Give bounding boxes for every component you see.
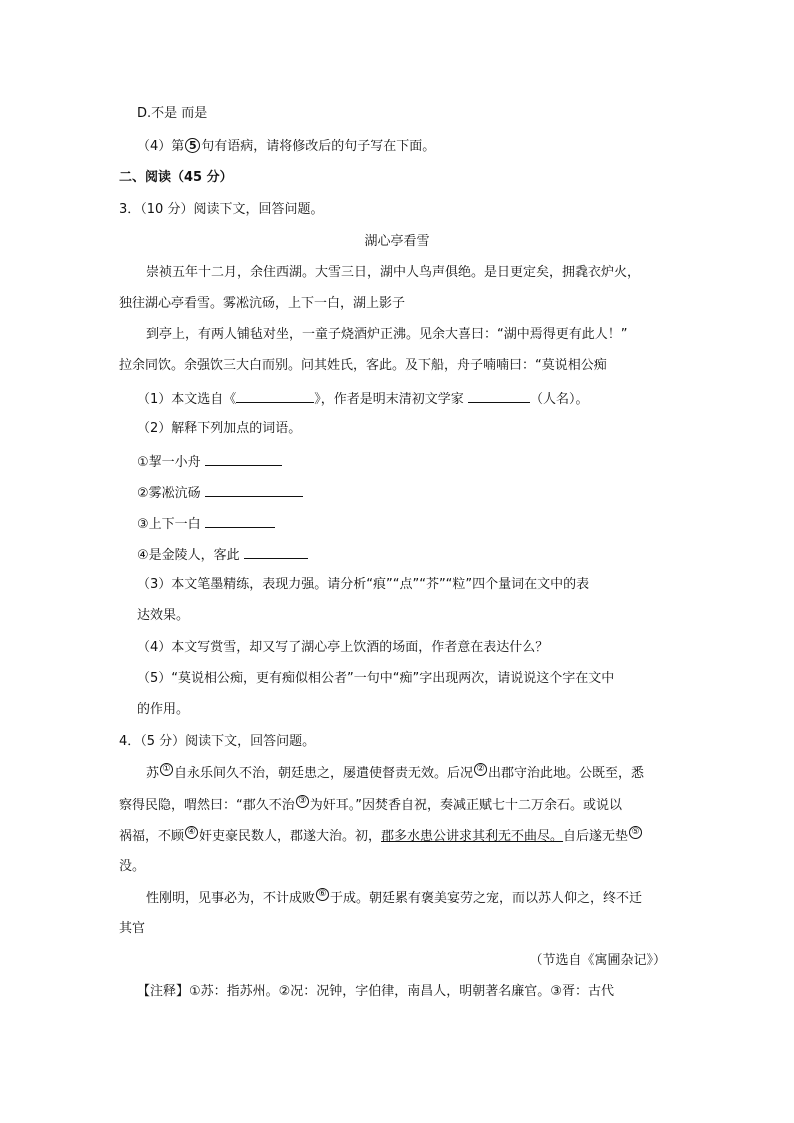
- passage2-line: 其官: [119, 921, 146, 936]
- passage2-line: [119, 795, 622, 816]
- word-text: ①挈一小舟: [137, 455, 201, 470]
- q2-sub4-prefix: （4）第: [137, 139, 185, 154]
- q3-sub3-line2: 达效果。: [137, 608, 190, 623]
- answer-blank-word-4[interactable]: [244, 544, 308, 559]
- text: 奸吏豪民数人，郡遂大治。初，: [199, 829, 382, 844]
- question-3-intro: 3．（10 分）阅读下文，回答问题。: [119, 202, 324, 217]
- word-text: ④是金陵人，客此: [137, 548, 240, 563]
- q3-sub1-text-b: 》，作者是明末清初文学家: [314, 392, 464, 407]
- text: 自永乐间久不治，朝廷患之，屡遣使督责无效。后况: [174, 766, 474, 781]
- passage2-line: [146, 888, 642, 909]
- q3-sub1-text-c: （人名）。: [529, 392, 589, 407]
- annotation-note: 【注释】①苏：指苏州。②况：况钟，字伯律，南昌人，明朝著名廉官。③胥：古代: [137, 984, 614, 999]
- passage2-line: [119, 826, 643, 847]
- answer-blank-word-2[interactable]: [205, 482, 303, 497]
- answer-blank-word-3[interactable]: [205, 513, 275, 528]
- q2-sub4-suffix: 句有语病，请将修改后的句子写在下面。: [201, 139, 436, 154]
- passage2-line: 没。: [119, 859, 146, 874]
- answer-blank-book[interactable]: [236, 388, 314, 403]
- word-text: ②雾凇沆砀: [137, 486, 201, 501]
- word-item-4: [137, 544, 308, 566]
- q3-sub1-text-a: （1）本文选自《: [137, 392, 237, 407]
- circled-number-5: 5: [185, 138, 200, 153]
- source-citation: （节选自《寓圃杂记》）: [529, 953, 666, 968]
- q3-sub5-line2: 的作用。: [137, 702, 190, 717]
- text: 出郡守治此地。公既至，悉: [488, 766, 645, 781]
- text: 察得民隐，喟然曰：“郡久不治: [119, 798, 295, 813]
- section-heading-reading: 二、阅读（45 分）: [119, 170, 233, 185]
- footnote-marker: ⑥: [316, 888, 329, 901]
- passage-title: 湖心亭看雪: [364, 234, 430, 249]
- answer-blank-word-1[interactable]: [205, 451, 282, 466]
- passage2-line: [146, 763, 644, 784]
- q2-sub4: [137, 137, 435, 157]
- text: 于成。朝廷累有褒美宴劳之宠，而以苏人仰之，终不迁: [330, 891, 643, 906]
- q3-sub2: （2）解释下列加点的词语。: [137, 421, 302, 436]
- footnote-marker: ③: [296, 795, 309, 808]
- text: 性刚明，见事必为，不计成败: [146, 891, 316, 906]
- q3-sub1: [137, 388, 588, 410]
- footnote-marker: ①: [160, 763, 173, 776]
- underlined-sentence: 郡多水患公讲求其利无不曲尽。: [381, 829, 564, 844]
- text: 自后遂无垫: [563, 829, 629, 844]
- q3-sub4: （4）本文写赏雪，却又写了湖心亭上饮酒的场面，作者意在表达什么？: [137, 640, 549, 655]
- answer-blank-author[interactable]: [468, 388, 530, 403]
- word-item-2: [137, 482, 303, 504]
- q3-sub5-line1: （5）“莫说相公痴，更有痴似相公者”一句中“痴”字出现两次，请说说这个字在文中: [137, 671, 615, 686]
- passage-line: 独往湖心亭看雪。雾凇沆砀，上下一白，湖上影子: [119, 296, 406, 311]
- footnote-marker: ④: [185, 826, 198, 839]
- text: 为奸耳。”因焚香自祝，奏减正赋七十二万余石。或说以: [309, 798, 622, 813]
- passage-line: 到亭上，有两人铺毡对坐，一童子烧酒炉正沸。见余大喜曰：“湖中焉得更有此人！”: [146, 327, 628, 342]
- footnote-marker: ⑤: [629, 826, 642, 839]
- text: 苏: [146, 766, 160, 781]
- word-item-1: [137, 451, 282, 473]
- passage-line: 崇祯五年十二月，余住西湖。大雪三日，湖中人鸟声俱绝。是日更定矣，拥毳衣炉火，: [146, 265, 641, 280]
- passage-line: 拉余同饮。余强饮三大白而别。问其姓氏，客此。及下船，舟子喃喃曰：“莫说相公痴: [119, 358, 607, 373]
- question-4-intro: 4．（5 分）阅读下文，回答问题。: [119, 734, 316, 749]
- word-text: ③上下一白: [137, 517, 201, 532]
- text: 祸福，不顾: [119, 829, 185, 844]
- q3-sub3-line1: （3）本文笔墨精练，表现力强。请分析“痕”“点”“芥”“粒”四个量词在文中的表: [137, 577, 590, 592]
- option-d: D.不是 而是: [137, 106, 208, 121]
- word-item-3: [137, 513, 275, 535]
- footnote-marker: ②: [474, 763, 487, 776]
